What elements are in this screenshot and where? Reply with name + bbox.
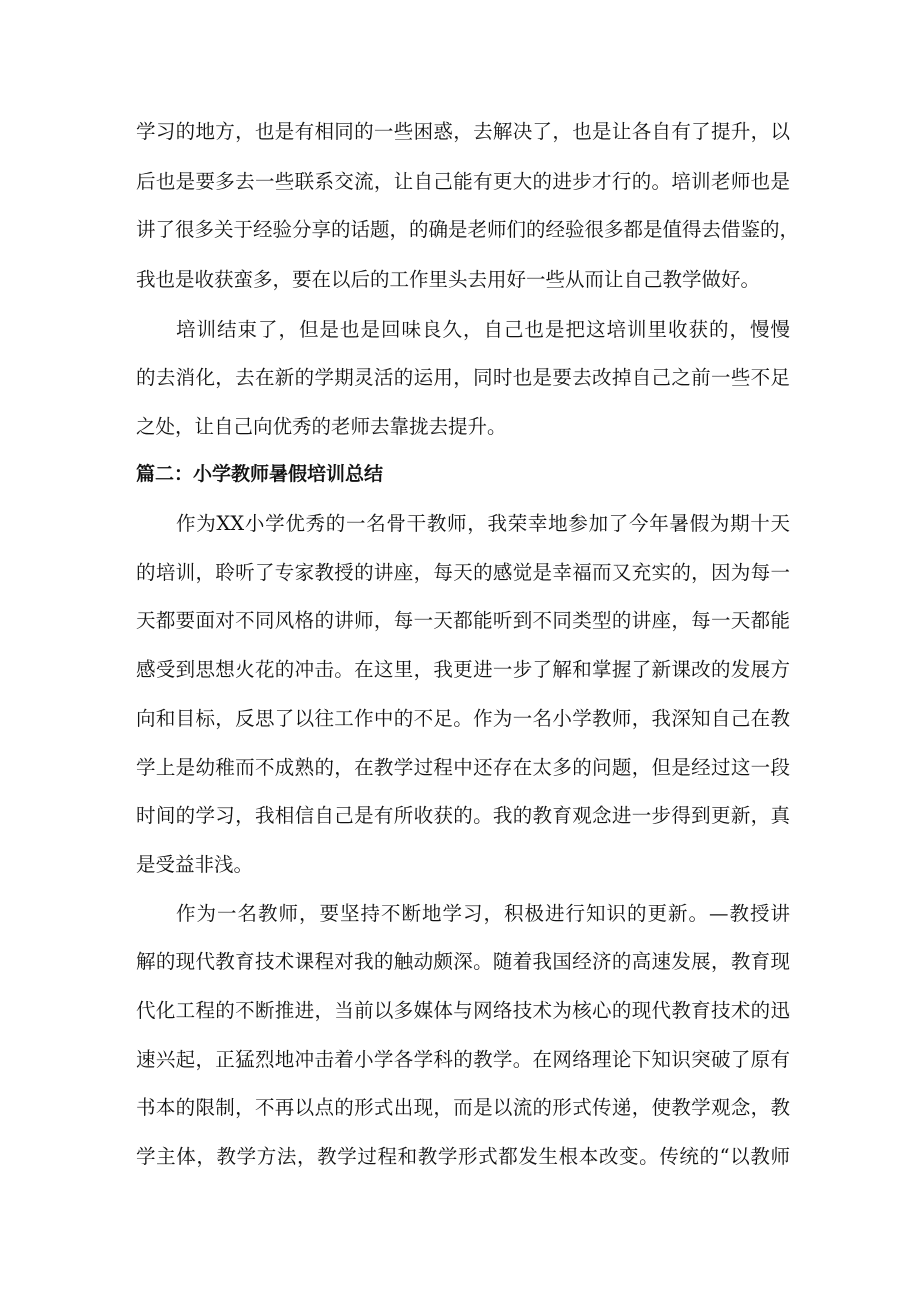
paragraph-3-line-3: 天都要面对不同风格的讲师，每一天都能听到不同类型的讲座，每一天都能: [136, 609, 790, 632]
paragraph-3-line-4: 感受到思想火花的冲击。在这里，我更进一步了解和掌握了新课改的发展方: [136, 658, 790, 681]
paragraph-4-line-5: 书本的限制，不再以点的形式出现，而是以流的形式传递，使教学观念，教: [136, 1096, 790, 1119]
paragraph-3-line-6: 学上是幼稚而不成熟的，在教学过程中还存在太多的问题，但是经过这一段: [136, 756, 790, 779]
paragraph-1-line-4: 我也是收获蛮多，要在以后的工作里头去用好一些从而让自己教学做好。: [136, 268, 761, 291]
paragraph-2-line-1: 培训结束了，但是也是回味良久，自己也是把这培训里收获的，慢慢: [176, 318, 790, 341]
paragraph-4-line-3: 代化工程的不断推进，当前以多媒体与网络技术为核心的现代教育技术的迅: [136, 999, 790, 1022]
paragraph-3-line-7: 时间的学习，我相信自己是有所收获的。我的教育观念进一步得到更新，真: [136, 804, 790, 827]
paragraph-1-line-1: 学习的地方，也是有相同的一些困惑，去解决了，也是让各自有了提升，以: [136, 120, 790, 143]
paragraph-2-line-3: 之处，让自己向优秀的老师去靠拢去提升。: [136, 415, 507, 438]
paragraph-4-line-6: 学主体，教学方法，教学过程和教学形式都发生根本改变。传统的“以教师: [136, 1145, 790, 1168]
paragraph-3-line-2: 的培训，聆听了专家教授的讲座，每天的感觉是幸福而又充实的，因为每一: [136, 561, 790, 584]
paragraph-2-line-2: 的去消化，去在新的学期灵活的运用，同时也是要去改掉自己之前一些不足: [136, 366, 790, 389]
paragraph-3-line-5: 向和目标，反思了以往工作中的不足。作为一名小学教师，我深知自己在教: [136, 707, 790, 730]
section-heading: 篇二：小学教师暑假培训总结: [136, 463, 384, 485]
paragraph-3-line-8: 是受益非浅。: [136, 853, 254, 876]
paragraph-1-line-3: 讲了很多关于经验分享的话题，的确是老师们的经验很多都是值得去借鉴的，: [136, 218, 800, 241]
paragraph-1-line-2: 后也是要多去一些联系交流，让自己能有更大的进步才行的。培训老师也是: [136, 170, 790, 193]
paragraph-4-line-2: 解的现代教育技术课程对我的触动颇深。随着我国经济的高速发展，教育现: [136, 950, 790, 973]
paragraph-4-line-4: 速兴起，正猛烈地冲击着小学各学科的教学。在网络理论下知识突破了原有: [136, 1048, 790, 1071]
paragraph-3-line-1: 作为XX小学优秀的一名骨干教师，我荣幸地参加了今年暑假为期十天: [176, 512, 790, 535]
paragraph-4-line-1: 作为一名教师，要坚持不断地学习，积极进行知识的更新。—教授讲: [176, 902, 790, 925]
